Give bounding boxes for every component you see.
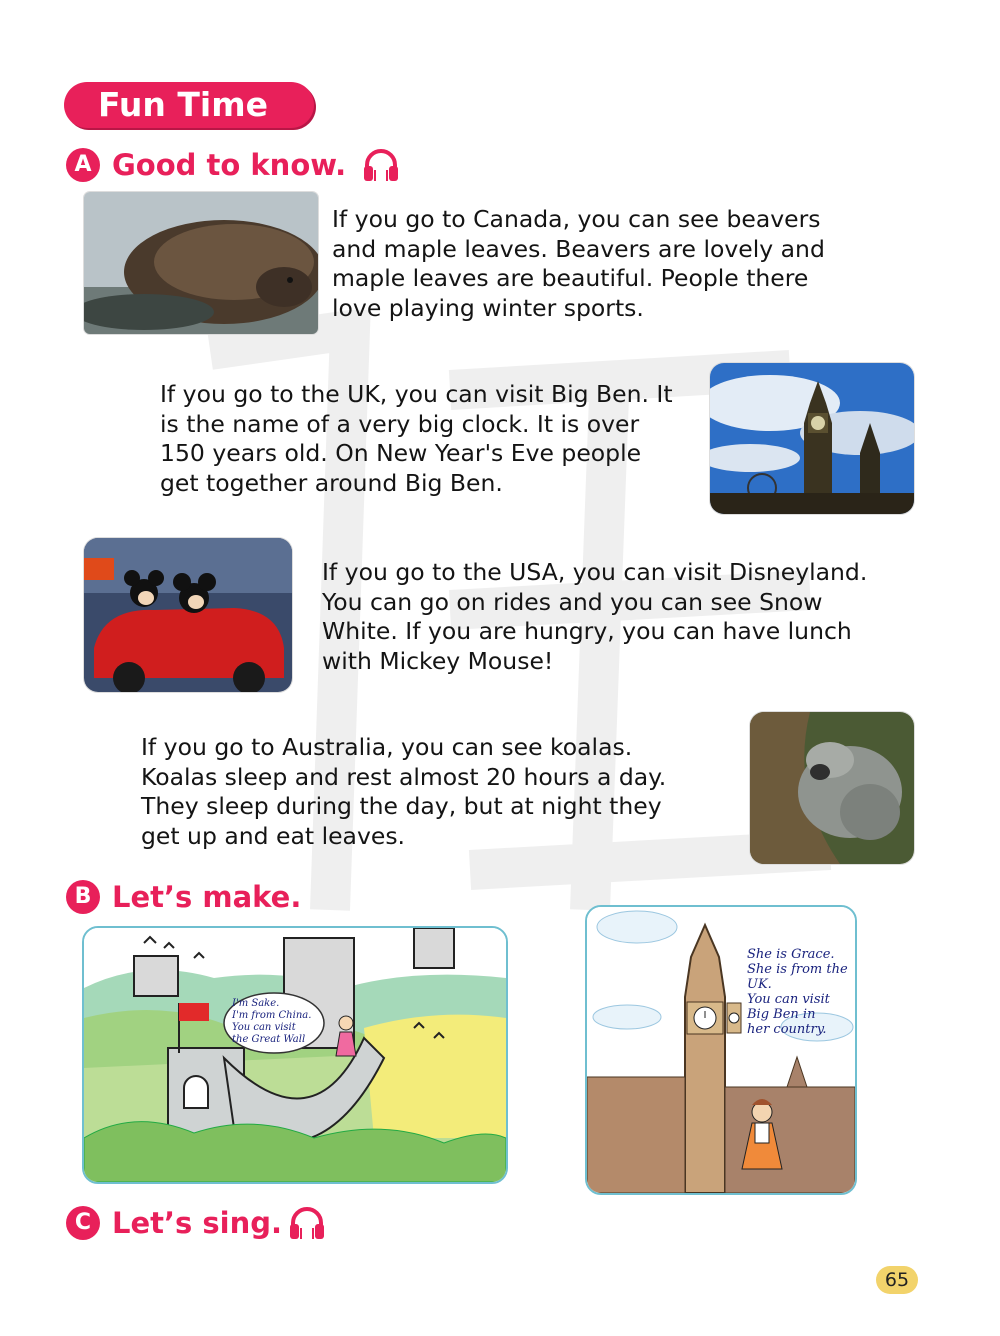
beaver-photo [84, 192, 318, 334]
section-c-badge: C [66, 1206, 100, 1240]
fun-time-title: Fun Time [64, 82, 314, 128]
section-c-title: Let’s sing. [112, 1206, 283, 1240]
section-a-badge: A [66, 148, 100, 182]
section-c-heading [66, 1204, 366, 1242]
big-ben-speech-text: She is Grace. She is from the UK. You can visit Big Ben in her country. [747, 947, 848, 1037]
koala-photo [750, 712, 914, 864]
page-number: 65 [876, 1266, 918, 1294]
great-wall-drawing [82, 926, 508, 1184]
disneyland-photo [84, 538, 292, 692]
great-wall-speech-bubble: I'm Sake. I'm from China. You can visit the Great Wall [232, 998, 312, 1045]
big-ben-photo [710, 363, 914, 514]
section-b-heading [66, 878, 366, 916]
section-b-badge: B [66, 880, 100, 914]
canada-paragraph: If you go to Canada, you can see beavers and maple leaves. Beavers are lovely and maple leaves are beautiful. People there love playing winter sports. [332, 205, 825, 322]
australia-paragraph: If you go to Australia, you can see koalas. Koalas sleep and rest almost 20 hours a day. They sleep during the day, but at night they get up and eat leaves. [141, 733, 667, 850]
section-a-heading [66, 146, 466, 184]
big-ben-drawing [585, 905, 857, 1195]
uk-paragraph: If you go to the UK, you can visit Big Ben. It is the name of a very big clock. It is over 150 years old. On New Year's Eve people get together around Big Ben. [160, 380, 673, 497]
section-b-title: Let’s make. [112, 880, 302, 914]
headphones-icon[interactable] [288, 1204, 326, 1242]
headphones-icon[interactable] [362, 146, 400, 184]
section-a-title: Good to know. [112, 148, 347, 182]
usa-paragraph: If you go to the USA, you can visit Disneyland. You can go on rides and you can see Snow White. If you are hungry, you can have lunch with Mickey Mouse! [322, 558, 868, 675]
